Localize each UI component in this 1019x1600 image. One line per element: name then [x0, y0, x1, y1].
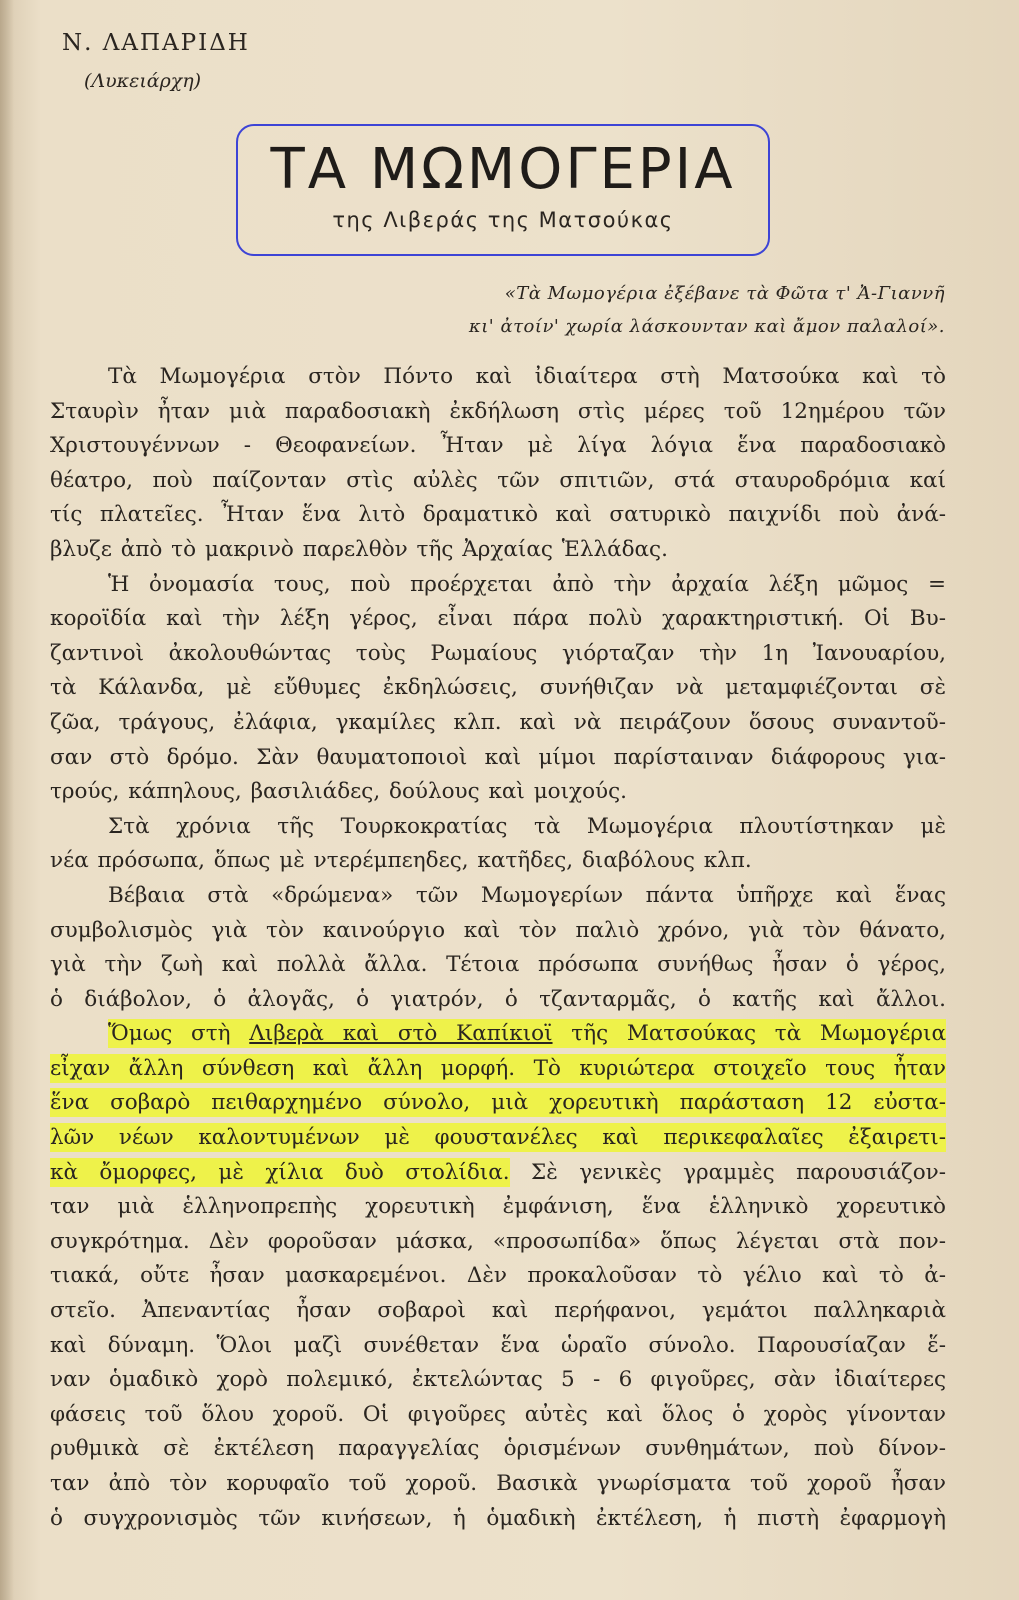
text-line: ρυθμικὰ σὲ ἐκτέλεση παραγγελίας ὁρισμένων συνθημάτων, ποὺ δίνον- [50, 1436, 946, 1462]
text-line: ζαντινοὶ ἀκολουθώντας τοὺς Ρωμαίους γιόρταζαν τὴν 1η Ἰανουαρίου, [50, 640, 946, 666]
text-line: σαν στὸ δρόμο. Σὰν θαυματοποιοὶ καὶ μίμοι παρίσταιναν διάφορους για- [50, 744, 946, 770]
text-line: συμβολισμὸς γιὰ τὸν καινούργιο καὶ τὸν παλιὸ χρόνο, γιὰ τὸν θάνατο, [50, 917, 946, 943]
text-line: φάσεις τοῦ ὅλου χοροῦ. Οἱ φιγοῦρες αὐτὲς καὶ ὅλος ὁ χορὸς γίνονταν [50, 1401, 946, 1427]
highlighted-text: λῶν νέων καλοντυμένων μὲ φουστανέλες καὶ περικεφαλαῖες ἐξαιρετι- [50, 1125, 946, 1151]
mixed-line [50, 1156, 946, 1191]
author-role: (Λυκειάρχη) [84, 70, 202, 92]
text-segment: Σὲ γενικὲς γραμμὲς παρουσιάζον- [531, 1159, 946, 1185]
text-line: κοροϊδία καὶ τὴν λέξη γέρος, εἶναι πάρα πολὺ χαρακτηριστική. Οἱ Βυ- [50, 606, 946, 632]
text-line: Ἡ ὀνομασία τους, ποὺ προέρχεται ἀπὸ τὴν ἀρχαία λέξη μῶμος = [108, 571, 946, 597]
text-line: βλυζε ἀπὸ τὸ μακρινὸ παρελθὸν τῆς Ἀρχαίας Ἑλλάδας. [50, 536, 668, 562]
text-line: στεῖο. Ἀπεναντίας ἦσαν σοβαροὶ καὶ περήφανοι, γεμάτοι παλληκαριὰ [50, 1298, 946, 1324]
text-line: Τὰ Μωμογέρια στὸν Πόντο καὶ ἰδιαίτερα στὴ Ματσούκα καὶ τὸ [108, 364, 946, 389]
text-line: Βέβαια στὰ «δρώμενα» τῶν Μωμογερίων πάντα ὑπῆρχε καὶ ἕνας [108, 882, 946, 908]
text-line: Σταυρὶν ἦταν μιὰ παραδοσιακὴ ἐκδήλωση στὶς μέρες τοῦ 12ημέρου τῶν [50, 398, 946, 424]
epigraph [469, 277, 945, 343]
article-subtitle: της Λιβεράς της Ματσούκας [332, 208, 674, 232]
epigraph-line: «Τὰ Μωμογέρια ἐξέβανε τὰ Φῶτα τ' Ἀ-Γιαννῆ [504, 283, 945, 304]
text-line: ὁ διάβολον, ὁ ἀλογᾶς, ὁ γιατρόν, ὁ τζανταρμᾶς, ὁ κατῆς καὶ ἄλλοι. [50, 986, 946, 1012]
text-line: Χριστουγέννων - Θεοφανείων. Ἦταν μὲ λίγα λόγια ἕνα παραδοσιακὸ [50, 433, 946, 459]
text-line: γιὰ τὴν ζωὴ καὶ πολλὰ ἄλλα. Τέτοια πρόσωπα συνήθως ἦσαν ὁ γέρος, [50, 952, 946, 978]
highlighted-text: κὰ ὄμορφες, μὲ χίλια δυὸ στολίδια. [50, 1159, 510, 1185]
highlighted-text: ἕνα σοβαρὸ πειθαρχημένο σύνολο, μιὰ χορευτικὴ παράσταση 12 εὐστα- [50, 1090, 946, 1116]
highlighted-text: τῆς Ματσούκας τὰ Μωμογέρια [571, 1021, 946, 1047]
text-line: τιακά, οὔτε ἦσαν μασκαρεμένοι. Δὲν προκαλοῦσαν τὸ γέλιο καὶ τὸ ἀ- [50, 1263, 946, 1289]
page-spine-shadow [0, 0, 14, 1600]
highlighted-line [50, 1086, 946, 1121]
highlighted-text: εἶχαν ἄλλη σύνθεση καὶ ἄλλη μορφή. Τὸ κυριώτερα στοιχεῖο τους ἦταν [50, 1055, 946, 1081]
text-line: συγκρότημα. Δὲν φοροῦσαν μάσκα, «προσωπίδα» ὅπως λέγεται στὰ πον- [50, 1228, 946, 1254]
highlighted-line [50, 1121, 946, 1156]
epigraph-line: κι' ἀτοίν' χωρία λάσκουνταν καὶ ἄμον παλαλοί». [468, 316, 945, 337]
text-line: ὁ συγχρονισμὸς τῶν κινήσεων, ἡ ὁμαδικὴ ἐκτέλεση, ἡ πιστὴ ἐφαρμογὴ [50, 1505, 946, 1531]
text-line: ταν μιὰ ἑλληνοπρεπὴς χορευτικὴ ἐμφάνιση, ἕνα ἑλληνικὸ χορευτικὸ [50, 1194, 946, 1220]
text-line: ζῶα, τράγους, ἐλάφια, γκαμίλες κλπ. καὶ νὰ πειράζουν ὅσους συναντοῦ- [50, 709, 946, 735]
highlighted-line [50, 1052, 946, 1087]
text-line: Στὰ χρόνια τῆς Τουρκοκρατίας τὰ Μωμογέρια πλουτίστηκαν μὲ [108, 813, 946, 839]
text-line: τίς πλατεῖες. Ἦταν ἕνα λιτὸ δραματικὸ καὶ σατυρικὸ παιχνίδι ποὺ ἀνά- [50, 502, 946, 528]
body-text [50, 360, 946, 1536]
highlighted-line [50, 1017, 946, 1052]
text-line: καὶ δύναμη. Ὅλοι μαζὶ συνέθεταν ἕνα ὡραῖο σύνολο. Παρουσίαζαν ἕ- [50, 1332, 946, 1358]
text-line: νέα πρόσωπα, ὅπως μὲ ντερέμπεηδες, κατῆδες, διαβόλους κλπ. [50, 848, 752, 874]
underlined-place-names: Λιβερὰ καὶ στὸ Καπίκιοϊ [249, 1021, 553, 1047]
text-line: ναν ὁμαδικὸ χορὸ πολεμικό, ἐκτελώντας 5 - 6 φιγοῦρες, σὰν ἰδιαίτερες [50, 1367, 946, 1393]
text-line: θέατρο, ποὺ παίζονταν στὶς αὐλὲς τῶν σπιτιῶν, στά σταυροδρόμια καί [50, 467, 946, 493]
author-name: Ν. ΛΑΠΑΡΙΔΗ [62, 30, 250, 56]
text-line: ταν ἀπὸ τὸν κορυφαῖο τοῦ χοροῦ. Βασικὰ γνωρίσματα τοῦ χοροῦ ἦσαν [50, 1471, 946, 1496]
highlighted-text: Ὅμως στὴ [108, 1021, 231, 1047]
text-line: τὰ Κάλανδα, μὲ εὔθυμες ἐκδηλώσεις, συνήθιζαν νὰ μεταμφιέζονται σὲ [50, 675, 946, 701]
text-line: τρούς, κάπηλους, βασιλιάδες, δούλους καὶ μοιχούς. [50, 779, 627, 805]
title-box [236, 124, 770, 256]
article-title: ΤΑ ΜΩΜΟΓΕΡΙΑ [270, 137, 736, 202]
